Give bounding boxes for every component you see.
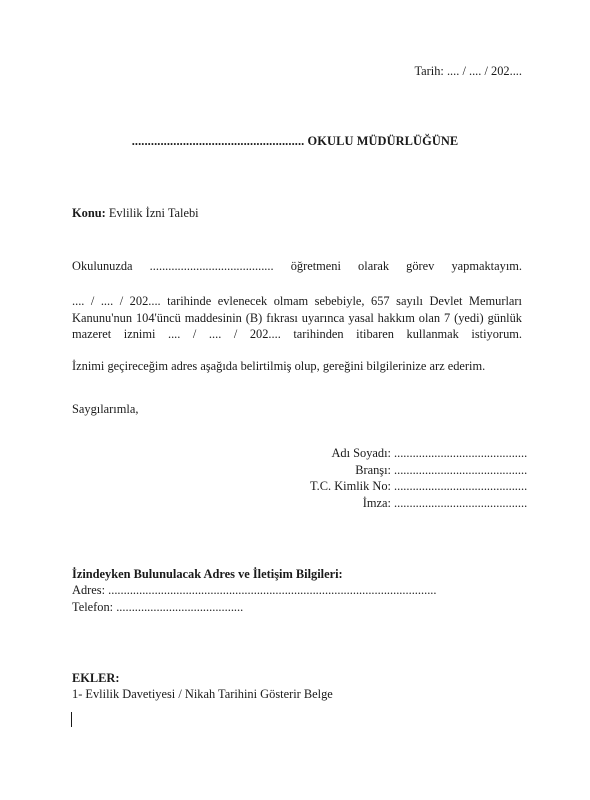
- name-field[interactable]: ...........................................: [394, 446, 528, 460]
- recipient-heading: ...................................................... OKULU MÜDÜRLÜĞÜNE: [131, 134, 459, 148]
- address-line[interactable]: Adres: ..........................................................................................................: [72, 583, 437, 597]
- signature-row-id: [310, 478, 528, 495]
- signature-field[interactable]: ...........................................: [394, 495, 528, 510]
- signature-label: İmza:: [362, 495, 391, 510]
- branch-field[interactable]: ...........................................: [394, 462, 528, 477]
- name-label: Adı Soyadı:: [331, 446, 391, 460]
- closing-text: Saygılarımla,: [72, 402, 139, 416]
- attachments-title: EKLER:: [72, 671, 120, 685]
- signature-row-sign: [310, 495, 528, 512]
- subject-value: Evlilik İzni Talebi: [108, 206, 199, 220]
- date-line: Tarih: .... / .... / 202....: [414, 64, 522, 78]
- phone-line[interactable]: Telefon: .........................................: [72, 600, 244, 614]
- request-line-1: .... / .... / 202.... tarihinde evlenecek olmam sebebiyle, 657 sayılı Devlet Memurları: [72, 294, 522, 308]
- signature-row-name: [310, 445, 528, 462]
- text-cursor[interactable]: [71, 712, 72, 727]
- request-line-2: Kanunu'nun 104'üncü maddesinin (B) fıkrası uyarınca yasal hakkım olan 7 (yedi) günlük: [72, 310, 522, 325]
- paragraph-request: [72, 293, 522, 343]
- subject-line: [72, 205, 199, 222]
- attachment-item: 1- Evlilik Davetiyesi / Nikah Tarihini Gösterir Belge: [72, 687, 333, 701]
- request-line-3: mazeret iznimi .... / .... / 202.... tarihinden itibaren kullanmak istiyorum.: [72, 327, 522, 341]
- signature-row-branch: [310, 462, 528, 479]
- subject-label: Konu:: [72, 206, 106, 220]
- id-number-label: T.C. Kimlik No:: [310, 479, 391, 494]
- signature-block: [310, 445, 528, 511]
- paragraph-duty: Okulunuzda ........................................ öğretmeni olarak görev yapmaktayım.: [72, 259, 522, 273]
- paragraph-address-note: İznimi geçireceğim adres aşağıda belirtilmiş olup, gereğini bilgilerinize arz ederim.: [72, 359, 486, 373]
- contact-title: İzindeyken Bulunulacak Adres ve İletişim Bilgileri:: [72, 567, 343, 581]
- branch-label: Branşı:: [355, 462, 391, 477]
- id-number-field[interactable]: ...........................................: [394, 479, 528, 494]
